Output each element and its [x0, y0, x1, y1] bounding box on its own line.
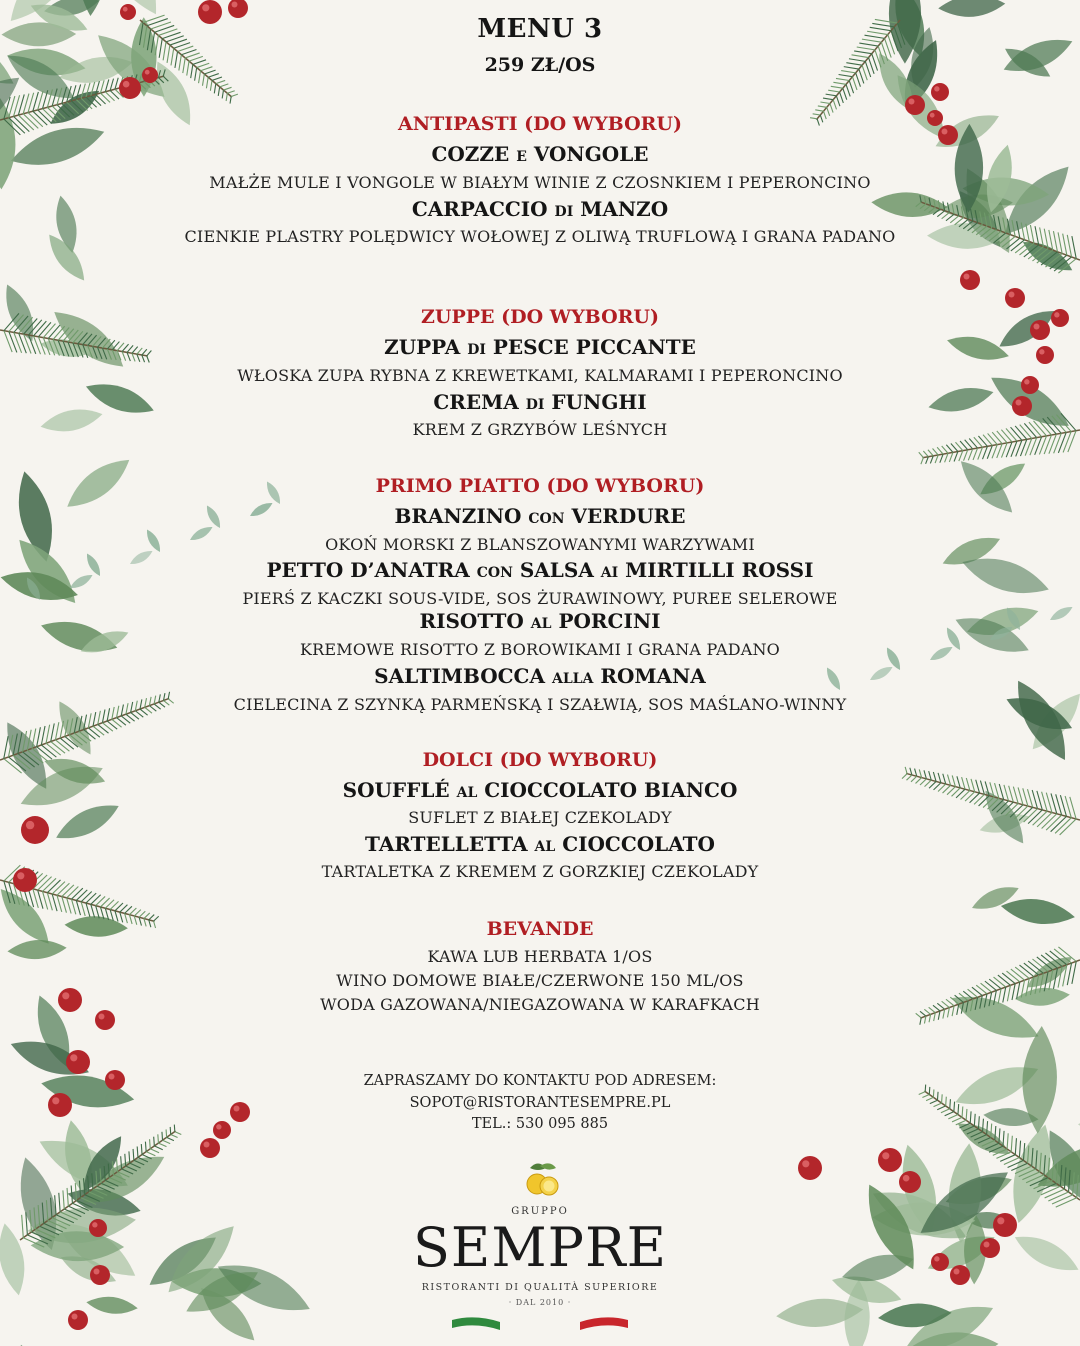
- berry-decoration: [1012, 396, 1032, 416]
- berry-decoration: [120, 4, 136, 20]
- section-title-primo-piatto: PRIMO PIATTO (DO WYBORU): [375, 475, 705, 497]
- berry-decoration: [931, 1253, 949, 1271]
- drink-line: WINO DOMOWE BIAŁE/CZERWONE 150 ML/OS: [336, 971, 744, 990]
- berry-highlight: [72, 1314, 78, 1320]
- berry-decoration: [931, 83, 949, 101]
- leaf-decoration: [6, 117, 109, 176]
- berry-highlight: [882, 1152, 889, 1159]
- berry-highlight: [942, 129, 948, 135]
- logo-since: · DAL 2010 ·: [508, 1298, 572, 1307]
- berry-highlight: [1024, 379, 1029, 384]
- berry-decoration: [899, 1171, 921, 1193]
- berry-highlight: [1016, 400, 1022, 406]
- dish-name: RISOTTO al PORCINI: [419, 609, 661, 633]
- dish-description: OKOŃ MORSKI Z BLANSZOWANYMI WARZYWAMI: [325, 535, 755, 554]
- berry-decoration: [980, 1238, 1000, 1258]
- berry-decoration: [58, 988, 82, 1012]
- dish-description: TARTALETKA Z KREMEM Z GORZKIEJ CZEKOLADY: [321, 862, 759, 881]
- dish-name: SALTIMBOCCA alla ROMANA: [374, 664, 706, 688]
- leaf-decoration: [83, 551, 103, 578]
- berry-highlight: [202, 4, 209, 11]
- berry-decoration: [798, 1156, 822, 1180]
- leaf-decoration: [64, 915, 128, 939]
- berry-highlight: [70, 1054, 77, 1061]
- berry-highlight: [1034, 324, 1040, 330]
- section-title-antipasti: ANTIPASTI (DO WYBORU): [398, 113, 682, 135]
- dish-name: COZZE e VONGOLE: [431, 142, 649, 166]
- berry-highlight: [954, 1269, 960, 1275]
- dish-name: ZUPPA di PESCE PICCANTE: [384, 335, 696, 359]
- contact-phone[interactable]: TEL.: 530 095 885: [471, 1116, 609, 1132]
- leaf-decoration: [945, 330, 1012, 366]
- berry-highlight: [123, 7, 128, 12]
- leaf-decoration: [60, 450, 137, 517]
- leaf-decoration: [7, 938, 67, 961]
- dish-name: CARPACCIO di MANZO: [411, 197, 669, 221]
- dish-description: KREM Z GRZYBÓW LEŚNYCH: [412, 420, 668, 439]
- leaf-decoration: [0, 1221, 30, 1297]
- berry-decoration: [950, 1265, 970, 1285]
- berry-decoration: [119, 77, 141, 99]
- berry-decoration: [105, 1070, 125, 1090]
- menu-price: 259 ZŁ/OS: [484, 54, 596, 76]
- section-title-dolci: DOLCI (DO WYBORU): [422, 749, 658, 771]
- berry-highlight: [94, 1269, 100, 1275]
- dish-description: PIERŚ Z KACZKI SOUS-VIDE, SOS ŻURAWINOWY, PUREE SELEROWE: [242, 589, 838, 608]
- dish-name: SOUFFLÉ al CIOCCOLATO BIANCO: [342, 778, 738, 802]
- leaf-decoration: [39, 404, 105, 437]
- leaf-decoration: [999, 894, 1077, 929]
- berry-highlight: [232, 2, 238, 8]
- berry-highlight: [964, 274, 970, 280]
- berry-decoration: [1030, 320, 1050, 340]
- dish-description: KREMOWE RISOTTO Z BOROWIKAMI I GRANA PADANO: [299, 640, 780, 659]
- leaf-decoration: [937, 0, 1006, 19]
- dish-description: SUFLET Z BIAŁEJ CZEKOLADY: [408, 808, 672, 827]
- berry-decoration: [68, 1310, 88, 1330]
- berry-decoration: [89, 1219, 107, 1237]
- berry-highlight: [1039, 349, 1044, 354]
- leaf-decoration: [68, 571, 95, 591]
- dish-description: CIENKIE PLASTRY POLĘDWICY WOŁOWEJ Z OLIWĄ TRUFLOWĄ I GRANA PADANO: [184, 227, 896, 246]
- section-title-bevande: BEVANDE: [486, 918, 594, 940]
- leaf-decoration: [85, 1294, 138, 1316]
- leaf-decoration: [0, 98, 16, 189]
- menu-title: MENU 3: [477, 14, 603, 44]
- drink-line: WODA GAZOWANA/NIEGAZOWANA W KARAFKACH: [320, 995, 760, 1014]
- berry-highlight: [909, 99, 915, 105]
- berry-highlight: [1054, 312, 1059, 317]
- dish-name: PETTO D’ANATRA con SALSA ai MIRTILLI ROSSI: [266, 558, 814, 582]
- dish-description: MAŁŻE MULE I VONGOLE W BIAŁYM WINIE Z CZOSNKIEM I PEPERONCINO: [209, 173, 871, 192]
- berry-highlight: [934, 86, 939, 91]
- berry-decoration: [1021, 376, 1039, 394]
- berry-highlight: [26, 821, 34, 829]
- berry-decoration: [21, 816, 49, 844]
- berry-decoration: [90, 1265, 110, 1285]
- berry-decoration: [993, 1213, 1017, 1237]
- berry-highlight: [1009, 292, 1015, 298]
- leaf-decoration: [1010, 1227, 1080, 1280]
- berry-decoration: [95, 1010, 115, 1030]
- logo-gruppo: GRUPPO: [511, 1206, 569, 1217]
- berry-highlight: [123, 81, 130, 88]
- berry-highlight: [903, 1175, 910, 1182]
- berry-decoration: [48, 1093, 72, 1117]
- berry-highlight: [802, 1160, 809, 1167]
- leaf-decoration: [51, 796, 124, 848]
- pine-branch-decoration: [916, 411, 1080, 478]
- dish-description: CIELECINA Z SZYNKĄ PARMEŃSKĄ I SZAŁWIĄ, SOS MAŚLANO-WINNY: [233, 695, 847, 714]
- dish-name: CREMA di FUNGHI: [433, 390, 647, 414]
- berry-decoration: [1005, 288, 1025, 308]
- berry-decoration: [13, 868, 37, 892]
- berry-highlight: [92, 1222, 97, 1227]
- leaf-decoration: [953, 453, 1021, 521]
- berry-decoration: [938, 125, 958, 145]
- berry-highlight: [109, 1074, 115, 1080]
- berry-highlight: [62, 992, 69, 999]
- gruppo-sempre-logo: [400, 1158, 680, 1338]
- drink-line: KAWA LUB HERBATA 1/OS: [427, 947, 653, 966]
- berry-highlight: [52, 1097, 59, 1104]
- contact-intro: ZAPRASZAMY DO KONTAKTU POD ADRESEM:: [363, 1073, 717, 1089]
- dish-description: WŁOSKA ZUPA RYBNA Z KREWETKAMI, KALMARAMI I PEPERONCINO: [237, 366, 843, 385]
- dish-name: BRANZINO con VERDURE: [394, 504, 686, 528]
- dish-name: TARTELLETTA al CIOCCOLATO: [365, 832, 715, 856]
- berry-highlight: [99, 1014, 105, 1020]
- berry-highlight: [997, 1217, 1004, 1224]
- berry-highlight: [984, 1242, 990, 1248]
- berry-highlight: [17, 872, 24, 879]
- contact-email[interactable]: SOPOT@RISTORANTESEMPRE.PL: [409, 1095, 671, 1111]
- leaf-decoration: [994, 302, 1061, 355]
- berry-decoration: [66, 1050, 90, 1074]
- leaf-decoration: [11, 1341, 54, 1346]
- logo-name: SEMPRE: [412, 1216, 668, 1279]
- italian-flag-ribbon: [400, 1308, 680, 1338]
- berry-decoration: [905, 95, 925, 115]
- section-title-zuppe: ZUPPE (DO WYBORU): [421, 306, 659, 328]
- logo-tagline: RISTORANTI DI QUALITÀ SUPERIORE: [421, 1282, 659, 1293]
- berry-decoration: [1036, 346, 1054, 364]
- berry-decoration: [960, 270, 980, 290]
- berry-highlight: [934, 1256, 939, 1261]
- berry-decoration: [1051, 309, 1069, 327]
- berry-decoration: [200, 1138, 220, 1158]
- lemon-icon: [522, 1160, 562, 1200]
- berry-highlight: [204, 1142, 210, 1148]
- leaf-decoration: [1048, 603, 1075, 623]
- berry-decoration: [878, 1148, 902, 1172]
